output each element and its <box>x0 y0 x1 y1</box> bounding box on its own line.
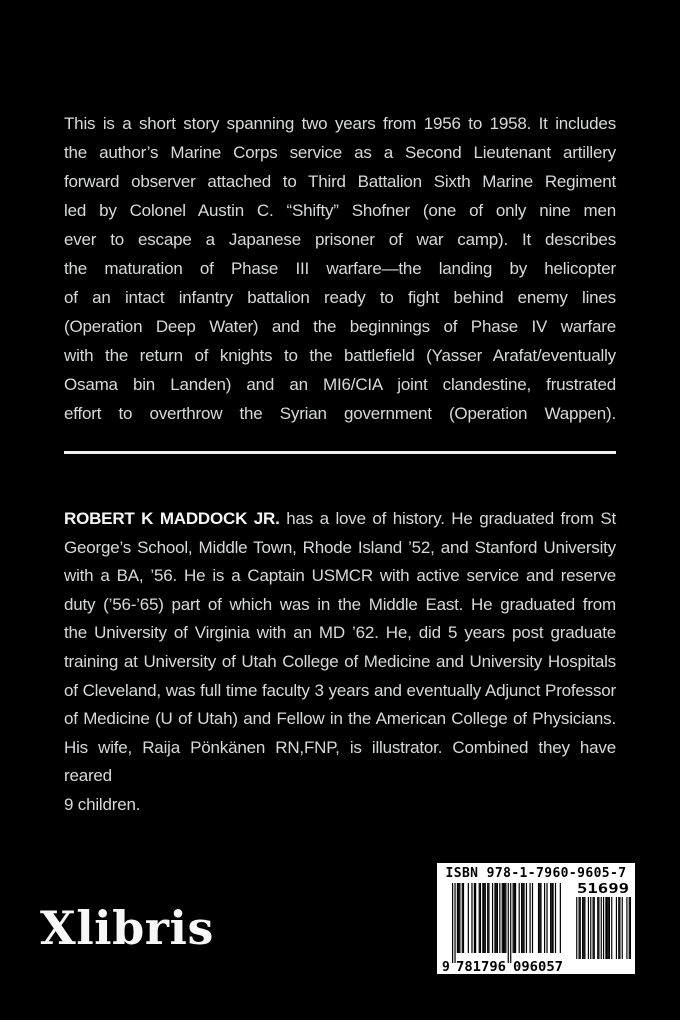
author-bio-text: has a love of history. He graduated from St George’s School, Middle Town, Rhode Island ’52, and Stanford University with a BA, ’56. He is a Captain USMCR with active service and reserve duty (’56-’65) part of which was in the Middle East. He graduated from the University of Virginia with an MD ’62. He, did 5 years post graduate training at University of Utah College of Medicine and University Hospitals of Cleveland, was full time faculty 3 years and eventually Adjunct Professor of Medicine (U of Utah) and Fellow in the American College of Physicians. His wife, Raija Pönkänen RN,FNP, is illustrator. Combined they have reared <box>64 509 617 786</box>
section-divider <box>64 451 616 454</box>
isbn-label: ISBN 978-1-7960-9605-7 <box>445 866 627 881</box>
svg-text:781796: 781796 <box>456 960 507 973</box>
author-bio-paragraph <box>64 505 616 791</box>
publisher-logo: Xlibris <box>40 901 214 955</box>
price-addon-barcode <box>575 881 631 961</box>
synopsis-paragraph: This is a short story spanning two years from 1956 to 1958. It includes the author’s Marine Corps service as a Second Lieutenant artillery forward observer attached to Third Battalion Sixth Marine Regiment led by Colonel Austin C. “Shifty” Shofner (one of only nine men ever to escape a Japanese prisoner of war camp). It describes the maturation of Phase III warfare—the landing by helicopter of an intact infantry battalion ready to fight behind enemy lines (Operation Deep Water) and the beginnings of Phase IV warfare with the return of knights to the battlefield (Yasser Arafat/eventually Osama bin Landen) and an MI6/CIA joint clandestine, frustrated effort to overthrow the Syrian government (Operation Wappen). <box>64 114 616 423</box>
author-name: ROBERT K MADDOCK JR. <box>64 509 280 528</box>
author-bio-last-line: 9 children. <box>64 794 141 814</box>
ean13-barcode <box>442 883 568 973</box>
author-bio-section <box>64 505 616 820</box>
svg-text:096057: 096057 <box>513 960 563 973</box>
barcode-panel <box>437 863 635 974</box>
svg-text:51699: 51699 <box>577 882 629 897</box>
svg-text:9: 9 <box>442 960 450 973</box>
